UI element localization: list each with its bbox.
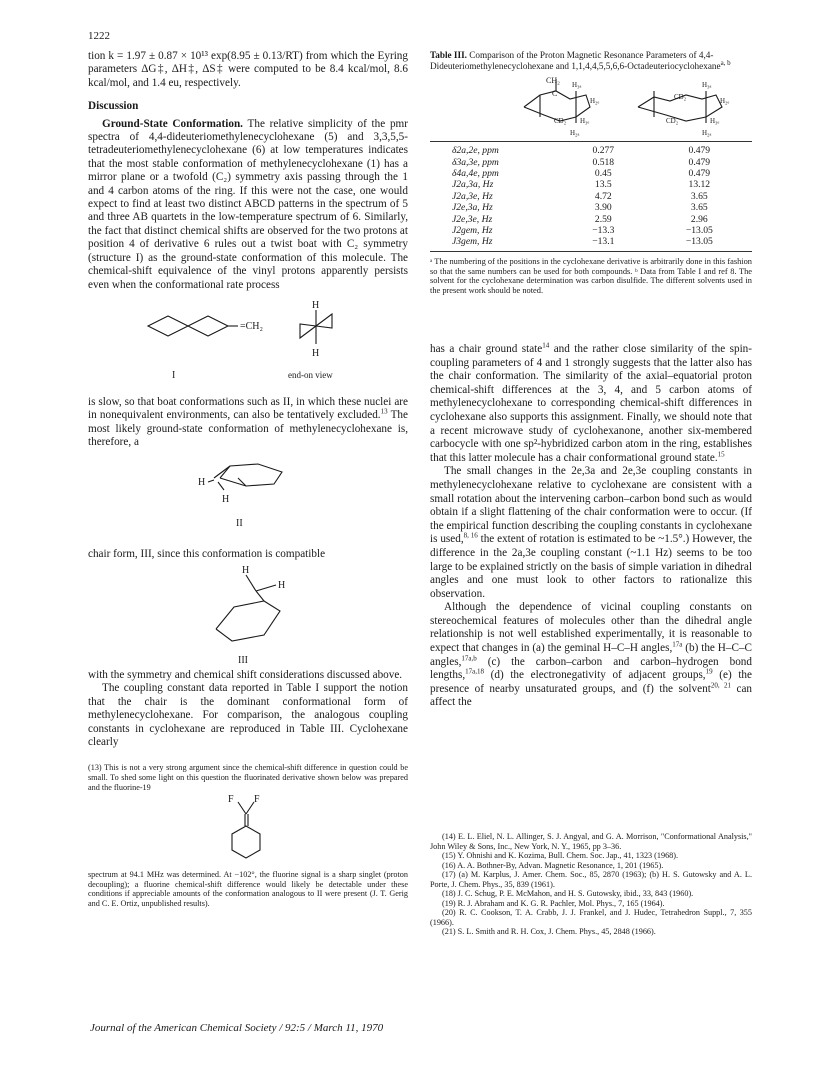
structure-I-h-top: H bbox=[312, 299, 320, 311]
table-figure-drawing bbox=[430, 73, 752, 141]
ring-left-half bbox=[148, 316, 188, 336]
structure-III-h-top: H bbox=[242, 564, 250, 576]
fig-h2a-left: H₂ₐ bbox=[570, 129, 580, 138]
table-top-rule bbox=[430, 141, 752, 142]
fluorine-right: F bbox=[254, 794, 260, 806]
boat-ring bbox=[220, 464, 282, 486]
table-III bbox=[430, 50, 752, 296]
ref-14: 14 bbox=[542, 341, 550, 350]
ring-right-half bbox=[188, 316, 228, 336]
structure-III-label: III bbox=[238, 654, 248, 666]
h-bond-II-down bbox=[218, 482, 224, 490]
reference-item: (21) S. L. Smith and R. H. Cox, J. Chem. Phys., 45, 2848 (1966). bbox=[442, 927, 656, 936]
value-cell: 0.479 bbox=[688, 156, 711, 168]
parameter-cell: J2e,3a, Hz bbox=[452, 202, 493, 214]
parameter-cell: J2a,3a, Hz bbox=[452, 179, 494, 191]
table-bottom-rule bbox=[430, 251, 752, 252]
journal-footer: Journal of the American Chemical Society / 92:5 / March 11, 1970 bbox=[90, 1022, 384, 1034]
right-column-text bbox=[430, 343, 752, 710]
fig-h2e-left: H₂ₑ bbox=[590, 97, 600, 106]
ref-13: 13 bbox=[380, 407, 388, 416]
paragraph-intro: tion k = 1.97 ± 0.87 × 10¹³ exp(8.95 ± 0.13/RT) from which the Eyring parameters ΔG‡, ΔH‡, ΔS‡ were computed to be 8.4 kcal/mol, 8.6 kcal/mol, and 1.4 eu, respectively. bbox=[88, 50, 408, 89]
page-number: 1222 bbox=[88, 30, 110, 42]
paragraph-slow: is slow, so that boat conformations such as II, in which these nuclei are in nonequivalent environments, can also be tentatively excluded.$^{13}$ The most likely ground-state conformation of methylenecyclohexane is, therefore, a bbox=[88, 395, 408, 449]
fig-h3e-right: H₃ₑ bbox=[710, 117, 720, 126]
f-bond-right bbox=[246, 802, 254, 814]
structure-II-h-left: H bbox=[198, 476, 206, 488]
structure-I bbox=[88, 298, 408, 394]
structure-II-drawing bbox=[88, 450, 408, 548]
value-cell: 0.277 bbox=[592, 145, 615, 157]
parameter-cell: J2a,3e, Hz bbox=[452, 190, 493, 202]
ref-15: 15 bbox=[717, 450, 725, 459]
structure-III-drawing bbox=[88, 561, 408, 669]
paragraph-chair: chair form, III, since this conformation is compatible bbox=[88, 547, 326, 560]
table-footnote: ᵃ The numbering of the positions in the cyclohexane derivative is arbitrarily done in this fashion so that the same numbers can be used for both compounds. ᵇ Data from Table I and ref 8. The solvent for the cyclohexane determination was carbon disulfide. The different solvents used in the present work should be noted. bbox=[430, 256, 752, 296]
paragraph-dependence: Although the dependence of vicinal coupling constants on stereochemical features of molecules other than the dihedral angle relationship is not well established experimentally, it is reasonable to expect that changes in (a) the geminal H–C–H angles,$^{17a}$ (b) the H–C–C angles,$^{17a,b}$ (c) the carbon–carbon and carbon–hydrogen bond lengths,$^{17a,18}$ (d) the electronegativity of adjacent groups,$^{19}$ (e) the presence of nearby unsaturated groups, and (f) the solvent$^{20, 21}$ can affect the bbox=[430, 601, 752, 709]
ref-8-16: 8, 16 bbox=[463, 531, 478, 540]
table-row bbox=[430, 225, 752, 236]
value-cell: 3.90 bbox=[594, 202, 612, 214]
fig-cd2-right-bottom: CD₂ bbox=[666, 117, 679, 126]
value-cell: 13.12 bbox=[688, 179, 711, 191]
value-cell: 3.65 bbox=[690, 190, 708, 202]
fig-h2e-right: H₂ₑ bbox=[720, 97, 730, 106]
table-row bbox=[430, 179, 752, 190]
table-caption: Table III. Comparison of the Proton Magnetic Resonance Parameters of 4,4-Dideuteriomethylenecyclohexane and 1,1,4,4,5,5,6,6-Octadeuteriocyclohexane$^{a, b}$ bbox=[430, 50, 731, 71]
fluorinated-structure-drawing bbox=[88, 792, 408, 870]
table-figure bbox=[430, 73, 752, 141]
footnote-13 bbox=[88, 763, 408, 908]
value-cell: 13.5 bbox=[594, 179, 612, 191]
cyclohexane-ring bbox=[232, 826, 260, 858]
parameter-cell: δ2a,2e, ppm bbox=[452, 145, 499, 157]
structure-III-h-right: H bbox=[278, 579, 286, 591]
structure-I-ch2-label: =CH₂ bbox=[240, 320, 264, 332]
fluorinated-structure bbox=[88, 792, 408, 870]
reference-item: (15) Y. Ohnishi and K. Kozima, Bull. Chem. Soc. Jap., 41, 1323 (1968). bbox=[442, 851, 679, 860]
value-cell: 0.479 bbox=[688, 145, 711, 157]
section-heading-discussion: Discussion bbox=[88, 100, 139, 113]
value-cell: 2.59 bbox=[594, 213, 612, 225]
value-cell: −13.3 bbox=[592, 225, 615, 237]
table-row bbox=[430, 191, 752, 202]
fluorine-left: F bbox=[228, 794, 234, 806]
reference-item: (18) J. C. Schug, P. E. McMahon, and H. S. Gutowsky, ibid., 33, 843 (1960). bbox=[442, 889, 694, 898]
reference-item: (20) R. C. Cookson, T. A. Crabb, J. J. Frankel, and J. Hudec, Tetrahedron Suppl., 7, 355 (1966). bbox=[430, 908, 752, 927]
structure-I-drawing bbox=[88, 298, 408, 394]
table-body bbox=[430, 145, 752, 248]
table-row bbox=[430, 236, 752, 247]
table-row bbox=[430, 145, 752, 156]
reference-item: (16) A. A. Bothner-By, Advan. Magnetic Resonance, 1, 201 (1965). bbox=[442, 860, 664, 870]
structure-II-label: II bbox=[236, 517, 243, 529]
fig-h3a-left: H₃ₐ bbox=[572, 81, 582, 90]
structure-I-h-bottom: H bbox=[312, 347, 320, 359]
paragraph-symmetry: with the symmetry and chemical shift considerations discussed above. bbox=[88, 668, 403, 681]
structure-III bbox=[88, 561, 408, 669]
f-bond-left bbox=[238, 802, 246, 814]
value-cell: −13.05 bbox=[685, 236, 713, 248]
value-cell: 3.65 bbox=[690, 202, 708, 214]
paragraph-chair-ground: has a chair ground state$^{14}$ and the rather close similarity of the spin-coupling parameters of 4 and 1 strongly suggests that the latter also has the chair conformation. The similarity of the axial–equatorial proton chemical-shift differences at the 3, 4, and 5 carbon atoms of methylenecyclohexane to corresponding chemical-shift differences in cyclohexane also supports this assignment. Finally, we should note that a recent microwave study of cyclohexanone, another six-membered carbocycle with one sp²-hybridized carbon atom in the ring, establishes that this latter molecule has a chair conformational ground state.$^{15}$ bbox=[430, 341, 752, 464]
value-cell: 0.518 bbox=[592, 156, 615, 168]
structure-II bbox=[88, 450, 408, 548]
parameter-cell: δ4a,4e, ppm bbox=[452, 168, 499, 179]
exo-bond-III bbox=[256, 591, 264, 601]
h-bond-III-right bbox=[256, 585, 276, 591]
h-bond-II bbox=[208, 480, 214, 482]
fig-h2a-right: H₂ₐ bbox=[702, 129, 712, 138]
value-cell: 4.72 bbox=[594, 190, 612, 202]
structure-I-endon-label: end-on view bbox=[288, 369, 333, 380]
chair-ring bbox=[216, 601, 280, 641]
reference-item: (14) E. L. Eliel, N. L. Allinger, S. J. Angyal, and G. A. Morrison, "Conformational Analysis," John Wiley & Sons, Inc., New York, N. Y., 1965, pp 3–36. bbox=[430, 832, 752, 851]
h-bond-III-up bbox=[246, 575, 256, 591]
fig-ch2-label: CH₂ bbox=[546, 76, 560, 86]
paragraph-coupling: The coupling constant data reported in Table I support the notion that the chair is the dominant conformational form of methylenecyclohexane. For comparison, the analogous coupling constants in cyclohexane are reproduced in Table III. Cyclohexane clearly bbox=[88, 682, 408, 748]
parameter-cell: J2e,3e, Hz bbox=[452, 213, 493, 225]
parameter-cell: δ3a,3e, ppm bbox=[452, 156, 499, 168]
parameter-cell: J2gem, Hz bbox=[452, 225, 493, 237]
footnote-13-part-a: (13) This is not a very strong argument since the chemical-shift difference in question could be small. To shed some light on this question the fluorinated derivative shown below was prepared and the fluorine-19 bbox=[88, 763, 408, 792]
fig-cd2-left: CD₂ bbox=[554, 117, 567, 126]
paragraph-small-changes: The small changes in the 2e,3a and 2e,3e coupling constants in methylenecyclohexane relative to cyclohexane are consistent with a small rotation about the intervening carbon–carbon bond such as would obtain if a slight flattening of the chair conformation were to occur. (If the empirical function describing the coupling constants in cyclohexane is used,$^{8, 16}$ the extent of rotation is estimated to be ~1.5°.) However, the difference in the 2a,3e coupling constant (~1.1 Hz) seems to be too large to be explained strictly on the basis of simple variation in dihedral angles and one must look to other factors to rationalize this observation. bbox=[430, 465, 753, 600]
fig-h3a-right: H₃ₐ bbox=[702, 81, 712, 90]
fig-h3e-left: H₃ₑ bbox=[580, 117, 590, 126]
table-row bbox=[430, 202, 752, 213]
table-row bbox=[430, 157, 752, 168]
value-cell: 0.479 bbox=[688, 168, 711, 179]
fig-c-label: C bbox=[552, 89, 558, 99]
table-row bbox=[430, 168, 752, 179]
value-cell: 0.45 bbox=[594, 168, 612, 179]
parameter-cell: J3gem, Hz bbox=[452, 236, 493, 248]
footnote-13-part-b: spectrum at 94.1 MHz was determined. At −102°, the fluorine signal is a sharp singlet (proton decoupling); a fluorine chemical-shift difference would likely be detectable under these conditions if appreciable amounts of the conformation analogous to II were present (J. T. Gerig and C. E. Ortiz, unpublished results). bbox=[88, 870, 408, 908]
structure-I-label: I bbox=[172, 369, 176, 381]
reference-item: (17) (a) M. Karplus, J. Amer. Chem. Soc., 85, 2870 (1963); (b) H. S. Gutowsky and A. L. Porte, J. Chem. Phys., 35, 839 (1961). bbox=[430, 870, 752, 889]
structure-II-h-bottom: H bbox=[222, 493, 230, 505]
paragraph-ground-state: Ground-State Conformation. The relative simplicity of the pmr spectra of 4,4-dideuteriomethylenecyclohexane (5) and 3,3,5,5-tetradeuteriomethylenecyclohexane (6) at low temperatures indicates that the most stable conformation of methylenecyclohexane (1) has a mirror plane or a twofold (C₂) symmetry axis passing through the 1 and 4 carbon atoms of the ring. If this were not the case, one would expect to find at least two distinct ABCD patterns in the spectrum of 5 and three AB quartets in the low-temperature spectrum of 6. Similarly, the fact that distinct chemical shifts are observed for the two protons at position 4 of derivative 6 rules out a twist boat with C₂ symmetry (structure I) as the ground-state conformation of this molecule. The chemical-shift equivalence of the vinyl protons apparently persists even when the conformational rate process bbox=[88, 117, 408, 291]
table-label: Table III. bbox=[430, 50, 467, 60]
table-row bbox=[430, 214, 752, 225]
reference-item: (19) R. J. Abraham and K. G. R. Pachler, Mol. Phys., 7, 165 (1964). bbox=[442, 898, 665, 908]
reference-list bbox=[430, 832, 752, 937]
value-cell: −13.05 bbox=[685, 225, 713, 237]
value-cell: 2.96 bbox=[690, 213, 708, 225]
left-column bbox=[88, 50, 408, 909]
value-cell: −13.1 bbox=[592, 236, 615, 248]
fig-cd2-right-top: CD₂ bbox=[674, 93, 687, 102]
runin-heading: Ground-State Conformation. bbox=[102, 117, 243, 130]
